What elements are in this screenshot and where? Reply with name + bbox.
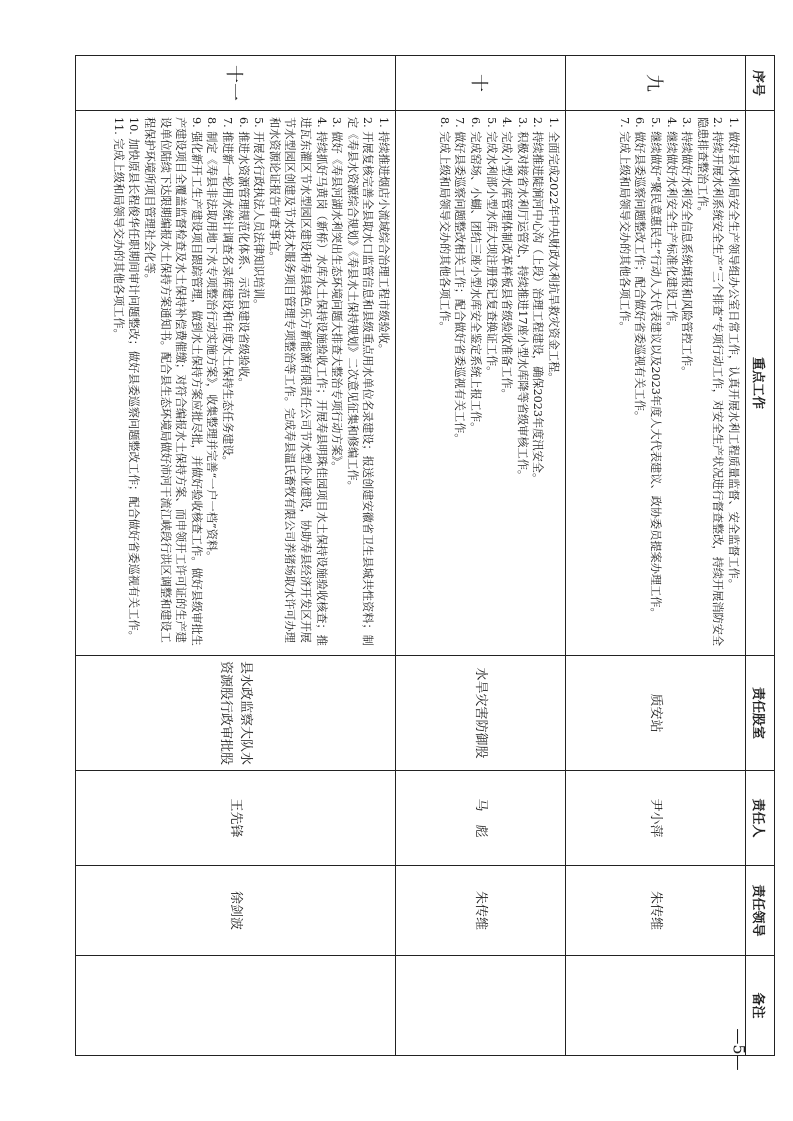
row-note [76,956,396,1056]
work-item: 7. 做好县委巡察问题整改相关工作；配合做好省委巡视有关工作。 [453,117,467,445]
work-item: 5. 继续做好“聚民意惠民生”行动人大代表建议以及2023年度人大代表建议、政协委员提案办理工作。 [649,117,663,619]
work-item: 1. 做好县水利局安全生产领导组办公室日常工作，认真开展水利工程质量监督、安全监督工作。 [727,117,740,590]
work-item: 8. 制定《寿县非法取用地下水专项整治行动实施方案》，收集整理并完善“一户一档”资料。 [205,117,219,563]
header-leader: 责任领导 [746,866,775,956]
header-work: 重点工作 [746,111,775,656]
row-note [396,956,566,1056]
work-item: 3. 持续做好水利安全信息系统填报和风险管控工作。 [680,117,694,378]
row-person: 王先锋 [76,771,396,866]
table-row [76,56,396,1056]
page-number: —5— [729,1028,749,1071]
work-item: 5. 完成水利部小型水库大坝注册登记复查换证工作。 [484,117,498,378]
work-item: 6. 做好县委巡察问题整改工作；配合做好省委巡视有关工作。 [633,117,647,423]
row-work [76,111,396,656]
row-note [566,956,746,1056]
row-person: 马 彪 [396,771,566,866]
work-item: 4. 持续抓好马黄岗（新桥）水库水土保持设施验收工作；开展寿县明珠佳园项目水土保持设施验收核查；推进瓦东灌区节水型园区建设和寿县绿色乐方新能源有限责任公司节水型企业建设，协助寿县经济开发区开展节水型园区创建及节水技术服务项目管理专项整治等工作。完成寿县温氏畜牧有限公司养猪场取水许可办理和水资源论证报告审查事宜。 [267,117,328,646]
row-seq: 十 [396,56,566,111]
work-item: 6. 推进水资源管理规范化体系、示范县建设省级验收。 [236,117,250,389]
work-item: 3. 做好《寿县河湖水利突出生态环境问题大排查大整治专项行动方案》。 [330,117,344,473]
row-work [566,111,746,656]
row-dept: 质安站 [566,656,746,771]
work-item: 7. 推进新一轮用水统计调查名录库建设和年度水土保持生态任务建设。 [221,117,235,467]
rotated-table-container [75,55,775,1055]
row-dept: 水旱灾害防御股 [396,656,566,771]
work-item: 6. 完成窑场、小蝴、团结三座小型水库安全鉴定系统上报工作。 [469,117,483,434]
header-dept: 责任股室 [746,656,775,771]
row-person: 尹小萍 [566,771,746,866]
row-leader: 徐剑波 [76,866,396,956]
row-leader: 朱传维 [396,866,566,956]
work-item: 9. 强化新开工生产建设项目跟踪管理，做到水土保持方案应批尽批，并做好验收核查工作。做好县级审批生产建设项目全覆盖监督检查及水土保持补偿费催缴；对符合编报水土保持方案、而申领开工许可证的生产建设单位陆续下达限期编报水土保持方案通知书。配合县生态环境局做好沛河干流江峡段行洪区调整和建设工程保护环境所项目管理社会化等。 [143,117,203,646]
work-table [75,55,775,1056]
work-item: 2. 持续开展水利系统安全生产“三个排查”专项行动工作，对安全生产状况进行督查整改，持续开展消防安全隐患排查整治工作。 [695,117,725,647]
work-item: 1. 全面完成2022年中央财政水利抗旱救灾资金工程。 [547,117,560,384]
work-item: 3. 积极对接省水利厅运管处，持续推进17座小型水库降等省级审核工作。 [515,117,529,482]
header-note: 备注 [746,956,775,1056]
work-item: 4. 继续做好水利安全生产标准化建设工作。 [664,117,678,333]
table-header-row [746,56,775,1056]
work-item: 7. 完成上级和局领导交办的其他各项工作。 [617,117,631,333]
row-leader: 朱传维 [566,866,746,956]
row-seq: 九 [566,56,746,111]
header-seq: 序号 [746,56,775,111]
work-item: 10. 加快原县长程俊华任职期间审计问题整改；做好县委巡察问题整改工作；配合做好省委巡视有关工作。 [127,117,141,642]
table-row [396,56,566,1056]
work-item: 4. 完成小型水库管理体制改革样板县省级验收准备工作。 [500,117,514,400]
row-work [396,111,566,656]
work-item: 1. 持续推进烟店小流域综合治理工程市级验收。 [377,117,390,355]
work-item: 11. 完成上级和局领导交办的其他各项工作。 [111,117,125,340]
table-row [566,56,746,1056]
row-seq: 十一 [76,56,396,111]
work-item: 2. 开展复核完善全县取水口监管信息和县级重点用水单位名录建设；报送创建安徽省卫生县城共性资料；制定《寿县水资源综合规划》《寿县水土保持规划》二次意见征集和修编工作。 [345,117,375,646]
work-item: 5. 开展水行政执法人员法律知识培训。 [252,117,266,311]
row-dept: 县水政监察大队水资源股行政审批股 [76,656,396,771]
work-item: 8. 完成上级和局领导交办的其他各项工作。 [437,117,451,333]
header-person: 责任人 [746,771,775,866]
work-item: 2. 持续推进陡涧河中心沟（上段）治理工程建设，确保2023年度汛安全。 [531,117,545,485]
